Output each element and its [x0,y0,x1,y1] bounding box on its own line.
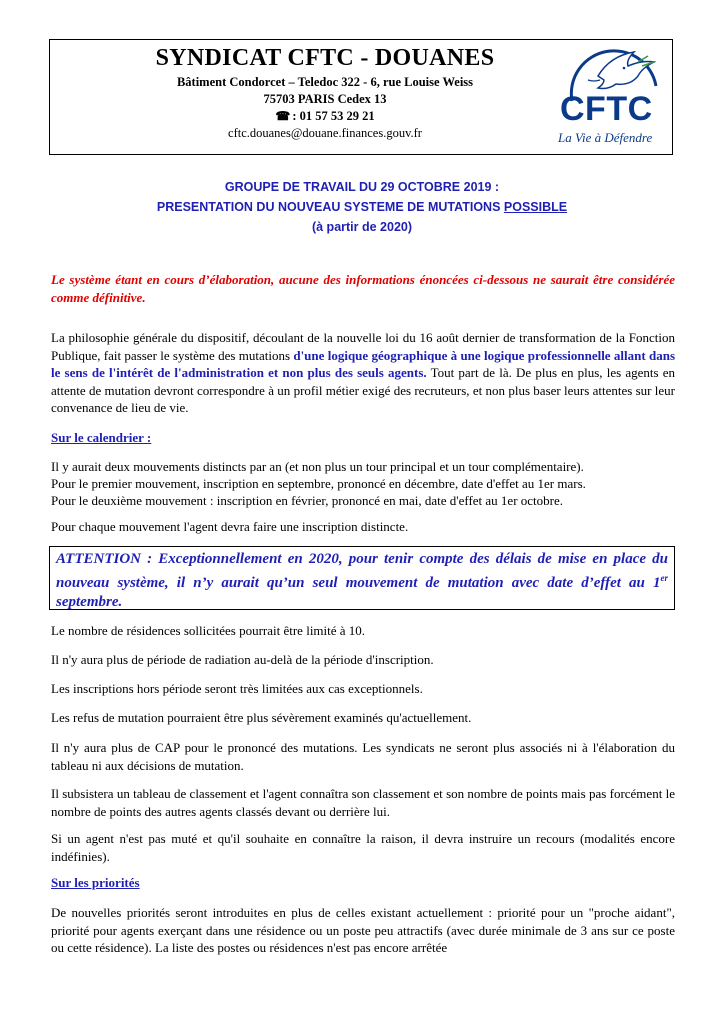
union-name: SYNDICAT CFTC - DOUANES [155,45,495,71]
attention-end: septembre. [56,594,123,610]
calendar-line-3: Pour le deuxième mouvement : inscription en février, prononcé en mai, date d'effet au 1er octobre. [51,493,564,508]
address-line-1: Bâtiment Condorcet – Teledoc 322 - 6, rue Louise Weiss [176,75,474,89]
point-1: Le nombre de résidences sollicitées pourrait être limité à 10. [51,623,366,638]
attention-body: ATTENTION : Exceptionnellement en 2020, pour tenir compte des délais de mise en place du nouveau système, il n’y aurait qu’un seul mouvement de mutation avec date d’effet au 1 [56,551,668,591]
title-line-1: GROUPE DE TRAVAIL DU 29 OCTOBRE 2019 : [224,180,500,194]
calendar-line-1: Il y aurait deux mouvements distincts par an (et non plus un tour principal et un tour complémentaire). [51,459,584,474]
calendar-line-2: Pour le premier mouvement, inscription en septembre, prononcé en décembre, date d'effet au 1er mars. [51,476,586,491]
intro-text-2: Tout part de là. De plus en plus, les agents en attente de mutation devront correspondre à un profil métier exigé des recruteurs, et non plus baser leurs attentes sur leur convenance de lieu de vie. [51,365,675,415]
title-underlined-word: POSSIBLE [503,200,568,214]
intro-paragraph [51,329,675,417]
point-5: Il n'y aura plus de CAP pour le prononcé des mutations. Les syndicats ne seront plus associés ni à l'élaboration du tableau ni aux décisions de mutation. [51,740,675,773]
point-3: Les inscriptions hors période seront très limitées aux cas exceptionnels. [51,681,423,696]
phone-icon: ☎ [275,109,291,123]
logo-wordmark: CFTC [560,90,653,128]
section-heading-priorities: Sur les priorités [51,875,140,890]
address-line-2: 75703 PARIS Cedex 13 [263,92,387,106]
attention-sup: er [660,573,668,583]
title-line-2 [60,197,664,217]
disclaimer-warning: Le système étant en cours d’élaboration, aucune des informations énoncées ci-dessous ne saurait être considérée comme définitive. [51,272,675,305]
calendar-line-4: Pour chaque mouvement l'agent devra faire une inscription distincte. [51,519,409,534]
attention-text [56,550,668,612]
title-line-3: (à partir de 2020) [311,220,413,234]
title-line-2-text: PRESENTATION DU NOUVEAU SYSTEME DE MUTATIONS [156,200,504,214]
cftc-logo [538,46,668,151]
point-6: Il subsistera un tableau de classement et l'agent connaîtra son classement et son nombre de points mais pas forcément le nombre de points des autres agents classés devant ou derrière lui. [51,786,675,819]
intro-text-1: La philosophie générale du dispositif, découlant de la nouvelle loi du 16 août dernier de transformation de la Fonction Publique, fait passer le système des mutations [51,330,675,363]
priorities-paragraph: De nouvelles priorités seront introduites en plus de celles existant actuellement : priorité pour un "proche aidant", priorité pour agents exerçant dans une résidence ou un poste peu attractifs (avec durée minimale de 3 ans sur ce poste ou cette résidence). La liste des postes ou résidences n'est pas encore arrêtée [51,905,675,955]
letterhead [49,39,673,155]
email-address: cftc.douanes@douane.finances.gouv.fr [228,126,422,140]
attention-notice [49,546,675,610]
point-7: Si un agent n'est pas muté et qu'il souhaite en connaître la raison, il devra instruire un recours (modalités encore indéfinies). [51,831,675,864]
section-heading-calendar: Sur le calendrier : [51,430,152,445]
point-4: Les refus de mutation pourraient être plus sévèrement examinés qu'actuellement. [51,710,472,725]
logo-slogan: La Vie à Défendre [558,130,653,145]
intro-highlight: d'une logique géographique à une logique professionnelle allant dans le sens de l'intérêt de l'administration et non plus des seuls agents. [51,347,676,380]
phone-line [120,109,530,124]
phone-number: : 01 57 53 29 21 [292,109,375,123]
point-2: Il n'y aura plus de période de radiation au-delà de la période d'inscription. [51,652,434,667]
